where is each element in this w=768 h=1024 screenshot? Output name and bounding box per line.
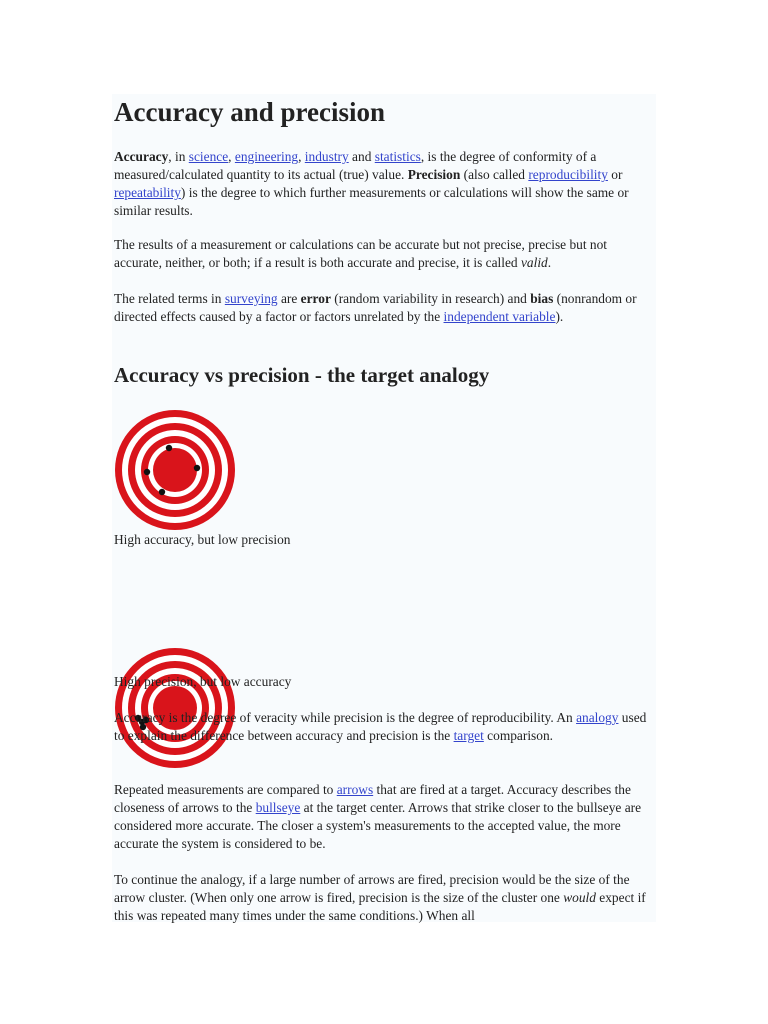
- text-run: or: [607, 167, 623, 182]
- link-arrows[interactable]: arrows: [336, 782, 374, 797]
- text-run: ,: [298, 149, 305, 164]
- text-run: Accuracy is the degree of veracity while precision is the degree of reproducibility. An: [114, 710, 577, 725]
- related-terms-paragraph: [114, 290, 656, 326]
- bias-term: bias: [530, 291, 554, 306]
- accuracy-term: Accuracy: [114, 149, 169, 164]
- text-run: that are fired at a target. Accuracy describes the closeness of arrows to the: [114, 782, 631, 815]
- figure-caption: High precision, but low accuracy: [114, 674, 292, 689]
- arrow-hit: [144, 469, 150, 475]
- text-run: used to explain the difference between accuracy and precision is the: [114, 710, 647, 743]
- target-bullseye: [153, 448, 197, 492]
- text-run: To continue the analogy, if a large number of arrows are fired, precision would be the size of the arrow cluster. (When only one arrow is fired, precision is the size of the cluster one: [114, 872, 630, 905]
- text-run: ) is the degree to which further measurements or calculations will show the same or similar results.: [114, 185, 629, 218]
- arrows-paragraph: [114, 781, 656, 853]
- link-repeatability[interactable]: repeatability: [114, 185, 181, 200]
- link-analogy[interactable]: analogy: [576, 710, 619, 725]
- text-run: Repeated measurements are compared to: [114, 782, 337, 797]
- text-run: , is the degree of conformity of a measured/calculated quantity to its actual (true) value.: [114, 149, 597, 182]
- target-icon: [114, 409, 236, 531]
- would-term: would: [563, 890, 596, 905]
- target-icon: [114, 647, 236, 769]
- arrow-hit: [159, 489, 165, 495]
- figure-caption: High accuracy, but low precision: [114, 532, 291, 547]
- intro-paragraph: [114, 148, 656, 220]
- link-engineering[interactable]: engineering: [234, 149, 299, 164]
- error-term: error: [300, 291, 331, 306]
- text-run: ).: [555, 309, 564, 324]
- text-run: comparison.: [483, 728, 553, 743]
- text-run: are: [277, 291, 301, 306]
- link-target[interactable]: target: [453, 728, 484, 743]
- text-run: ,: [228, 149, 235, 164]
- analogy-paragraph: [114, 709, 656, 745]
- arrow-hit: [166, 445, 172, 451]
- results-paragraph: [114, 236, 656, 272]
- link-independent-variable[interactable]: independent variable: [443, 309, 556, 324]
- text-run: and: [348, 149, 375, 164]
- link-reproducibility[interactable]: reproducibility: [528, 167, 608, 182]
- text-run: at the target center. Arrows that strike closer to the bullseye are considered more accurate. The closer a system's measurements to the accepted value, the more accurate the system is considered to be.: [114, 800, 642, 851]
- text-run: , in: [168, 149, 189, 164]
- link-bullseye[interactable]: bullseye: [255, 800, 301, 815]
- link-science[interactable]: science: [188, 149, 229, 164]
- text-run: (also called: [460, 167, 529, 182]
- link-statistics[interactable]: statistics: [374, 149, 421, 164]
- arrow-hit: [194, 465, 200, 471]
- text-run: The results of a measurement or calculations can be accurate but not precise, precise but not accurate, neither, or both; if a result is both accurate and precise, it is called: [114, 237, 608, 270]
- valid-term: valid: [520, 255, 548, 270]
- text-run: The related terms in: [114, 291, 225, 306]
- link-surveying[interactable]: surveying: [224, 291, 278, 306]
- cluster-paragraph: [114, 871, 656, 925]
- text-run: (random variability in research) and: [330, 291, 531, 306]
- text-run: (nonrandom or directed effects caused by a factor or factors unrelated by the: [114, 291, 637, 324]
- text-run: .: [547, 255, 552, 270]
- precision-term: Precision: [407, 167, 461, 182]
- text-run: expect if this was repeated many times under the same conditions.) When all: [114, 890, 646, 923]
- section-heading: Accuracy vs precision - the target analogy: [114, 363, 490, 387]
- link-industry[interactable]: industry: [304, 149, 349, 164]
- page-title: Accuracy and precision: [114, 97, 385, 127]
